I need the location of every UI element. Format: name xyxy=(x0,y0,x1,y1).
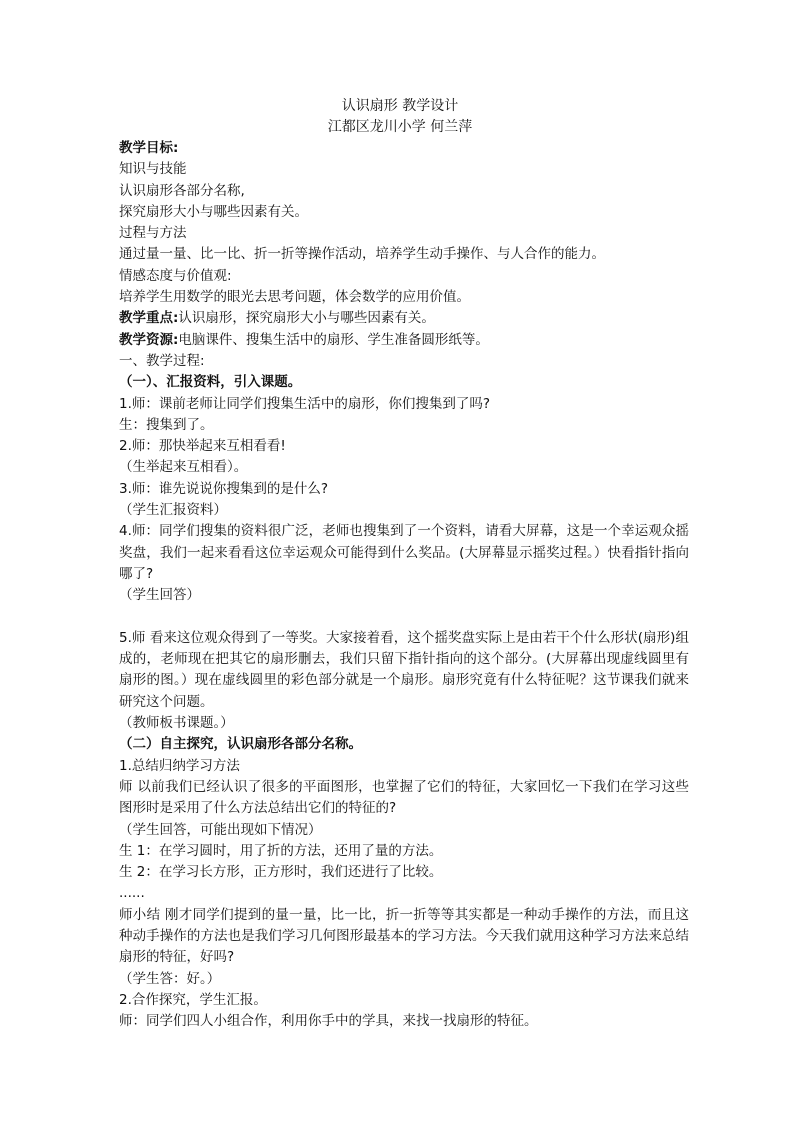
document-title: 认识扇形 教学设计 xyxy=(341,98,459,114)
part1-line-5: 3.师：谁先说说你搜集到的是什么? xyxy=(119,480,329,497)
knowledge-heading: 知识与技能 xyxy=(119,161,187,178)
part2-line-9: 2.合作探究，学生汇报。 xyxy=(119,991,267,1008)
resources-label: 教学资源: xyxy=(119,331,179,348)
document-body xyxy=(119,138,689,1032)
part2-line-4: 生 1：在学习圆时，用了折的方法，还用了量的方法。 xyxy=(119,842,443,859)
key-point xyxy=(119,308,689,329)
part1-paragraph-5: 5.师 看来这位观众得到了一等奖。大家接着看，这个摇奖盘实际上是由若干个什么形状(扇形)组成的，老师现在把其它的扇形删去，我们只留下指针指向的这个部分。(大屏幕出现虚线圆里有扇形的图。）现在虚线圆里的彩色部分就是一个扇形。扇形究竟有什么特征呢？这节课我们就来研究这个问题。 xyxy=(119,629,689,710)
objectives-heading: 教学目标: xyxy=(119,140,179,156)
part1-line-2: 生：搜集到了。 xyxy=(119,416,214,433)
part1-line-6: （学生汇报资料） xyxy=(119,502,227,519)
part1-line-3: 2.师：那快举起来互相看看! xyxy=(119,438,286,455)
part2-paragraph-7: 师小结 刚才同学们提到的量一量，比一比，折一折等等其实都是一种动手操作的方法，而且这种动手操作的方法也是我们学习几何图形最基本的学习方法。今天我们就用这种学习方法来总结扇形的特征，好吗? xyxy=(119,906,689,966)
process-method-item: 通过量一量、比一比、折一折等操作活动，培养学生动手操作、与人合作的能力。 xyxy=(119,246,605,263)
part2-line-1: 1.总结归纳学习方法 xyxy=(119,757,240,774)
part1-line-4: （生举起来互相看）。 xyxy=(119,459,248,476)
knowledge-item-2: 探究扇形大小与哪些因素有关。 xyxy=(119,203,308,220)
part1-line-8: （学生回答） xyxy=(119,587,200,604)
part2-paragraph-2: 师 以前我们已经认识了很多的平面图形，也掌握了它们的特征，大家回忆一下我们在学习这些图形时是采用了什么方法总结出它们的特征的? xyxy=(119,778,689,817)
resources xyxy=(119,330,689,351)
part2-heading: （二）自主探究，认识扇形各部分名称。 xyxy=(119,736,362,753)
part2-line-10: 师：同学们四人小组合作，利用你手中的学具，来找一找扇形的特征。 xyxy=(119,1013,538,1030)
part1-paragraph-4: 4.师：同学们搜集的资料很广泛，老师也搜集到了一个资料，请看大屏幕，这是一个幸运观众摇奖盘，我们一起来看看这位幸运观众可能得到什么奖品。(大屏幕显示摇奖过程。）快看指针指向哪了? xyxy=(119,523,689,582)
part2-line-8: （学生答：好。） xyxy=(119,970,221,987)
part2-line-3: （学生回答，可能出现如下情况） xyxy=(119,821,322,838)
process-heading: 一、教学过程: xyxy=(119,352,205,369)
resources-text: 电脑课件、搜集生活中的扇形、学生准备圆形纸等。 xyxy=(178,331,489,348)
part2-ellipsis: ...... xyxy=(119,885,145,902)
attitude-heading: 情感态度与价值观: xyxy=(119,267,232,284)
process-method-heading: 过程与方法 xyxy=(119,225,187,242)
document-author: 江都区龙川小学 何兰萍 xyxy=(327,119,473,135)
part2-line-5: 生 2：在学习长方形，正方形时，我们还进行了比较。 xyxy=(119,864,443,881)
knowledge-item-1: 认识扇形各部分名称, xyxy=(119,182,245,199)
key-point-label: 教学重点: xyxy=(119,310,179,327)
part1-line-1: 1.师：课前老师让同学们搜集生活中的扇形，你们搜集到了吗? xyxy=(119,395,491,412)
blank-line xyxy=(119,607,689,628)
part1-heading: （一）、汇报资料，引入课题。 xyxy=(119,374,302,391)
part1-line-10: （教师板书课题。） xyxy=(119,715,234,732)
key-point-text: 认识扇形，探究扇形大小与哪些因素有关。 xyxy=(178,310,435,327)
attitude-item: 培养学生用数学的眼光去思考问题，体会数学的应用价值。 xyxy=(119,289,470,306)
